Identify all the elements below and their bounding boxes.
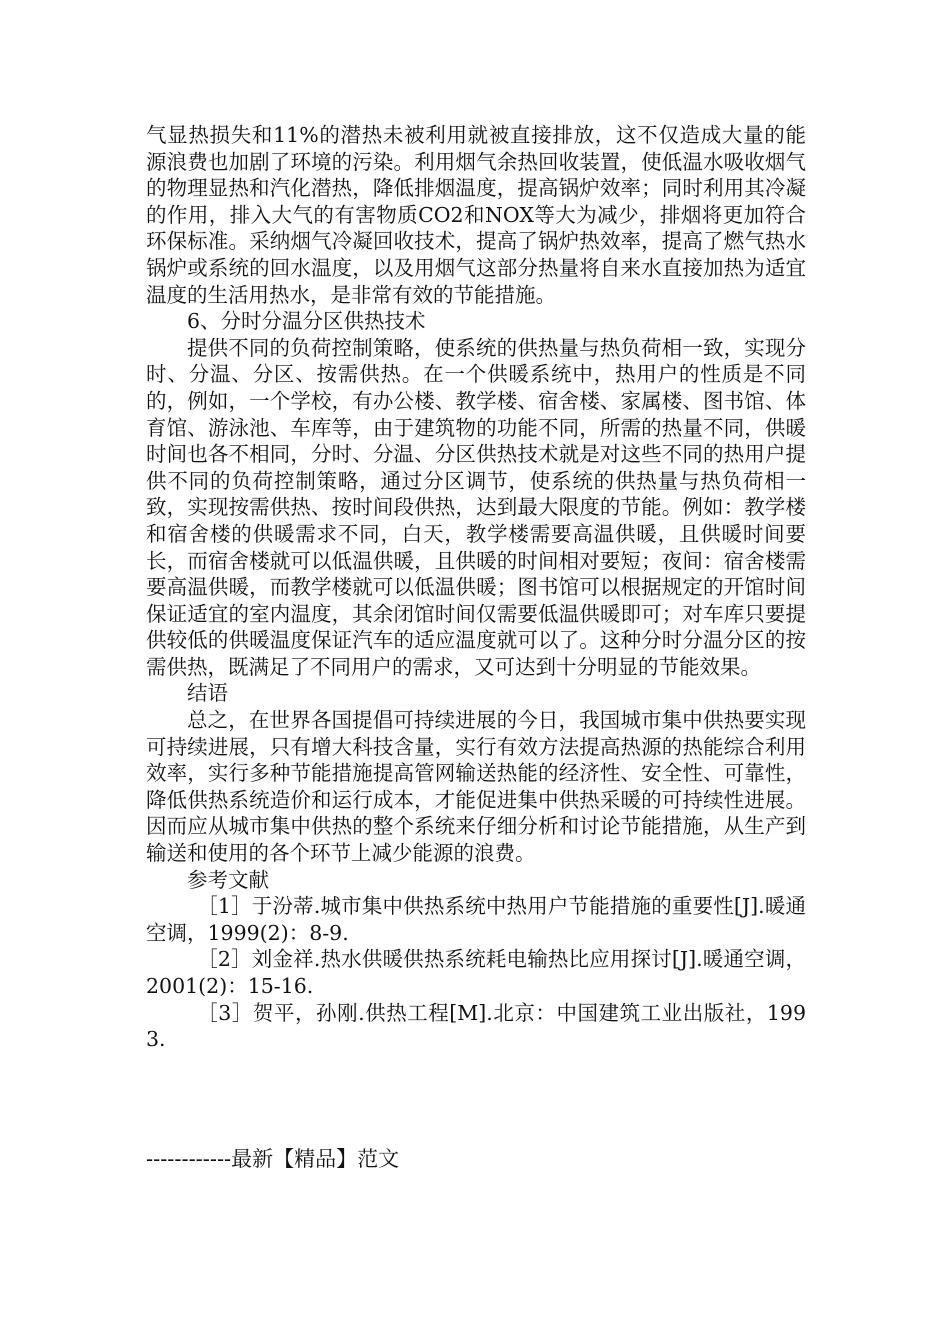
reference-item-1: ［1］于汾蒂.城市集中供热系统中热用户节能措施的重要性[J].暖通空调，1999(2)：8-9. xyxy=(146,894,806,945)
paragraph-flue-gas-heat-recovery: 气显热损失和11%的潜热未被利用就被直接排放，这不仅造成大量的能源浪费也加剧了环境的污染。利用烟气余热回收装置，使低温水吸收烟气的物理显热和汽化潜热，降低排烟温度，提高锅炉效率；同时利用其冷凝的作用，排入大气的有害物质CO2和NOX等大为减少，排烟将更加符合环保标准。采纳烟气冷凝回收技术，提高了锅炉热效率，提高了燃气热水锅炉或系统的回水温度，以及用烟气这部分热量将自来水直接加热为适宜温度的生活用热水，是非常有效的节能措施。 xyxy=(146,123,806,307)
document-body xyxy=(146,122,806,1053)
page-footer: ------------最新【精品】范文 xyxy=(146,1147,400,1171)
section-heading-references: 参考文献 xyxy=(187,867,269,892)
section-heading-zoned-heating: 6、分时分温分区供热技术 xyxy=(187,309,426,334)
reference-item-3: ［3］贺平，孙刚.供热工程[M].北京：中国建筑工业出版社，1993. xyxy=(146,1000,806,1052)
paragraph-conclusion: 总之，在世界各国提倡可持续进展的今日，我国城市集中供热要实现可持续进展，只有增大科技含量，实行有效方法提高热源的热能综合利用效率，实行多种节能措施提高管网输送热能的经济性、安全性、可靠性，降低供热系统造价和运行成本，才能促进集中供热采暖的可持续性进展。因而应从城市集中供热的整个系统来仔细分析和讨论节能措施，从生产到输送和使用的各个环节上减少能源的浪费。 xyxy=(146,708,806,866)
reference-item-2: ［2］刘金祥.热水供暖供热系统耗电输热比应用探讨[J].暖通空调，2001(2)：15-16. xyxy=(146,947,806,998)
section-heading-conclusion: 结语 xyxy=(187,681,228,706)
paragraph-zoned-heating: 提供不同的负荷控制策略，使系统的供热量与热负荷相一致，实现分时、分温、分区、按需供热。在一个供暖系统中，热用户的性质是不同的，例如，一个学校，有办公楼、教学楼、宿舍楼、家属楼、图书馆、体育馆、游泳池、车库等，由于建筑物的功能不同，所需的热量不同，供暖时间也各不相同，分时、分温、分区供热技术就是对这些不同的热用户提供不同的负荷控制策略，通过分区调节，使系统的供热量与热负荷相一致，实现按需供热、按时间段供热，达到最大限度的节能。例如：教学楼和宿舍楼的供暖需求不同，白天，教学楼需要高温供暖，且供暖时间要长，而宿舍楼就可以低温供暖，且供暖的时间相对要短；夜间：宿舍楼需要高温供暖，而教学楼就可以低温供暖；图书馆可以根据规定的开馆时间保证适宜的室内温度，其余闭馆时间仅需要低温供暖即可；对车库只要提供较低的供暖温度保证汽车的适应温度就可以了。这种分时分温分区的按需供热，既满足了不同用户的需求，又可达到十分明显的节能效果。 xyxy=(146,335,806,679)
